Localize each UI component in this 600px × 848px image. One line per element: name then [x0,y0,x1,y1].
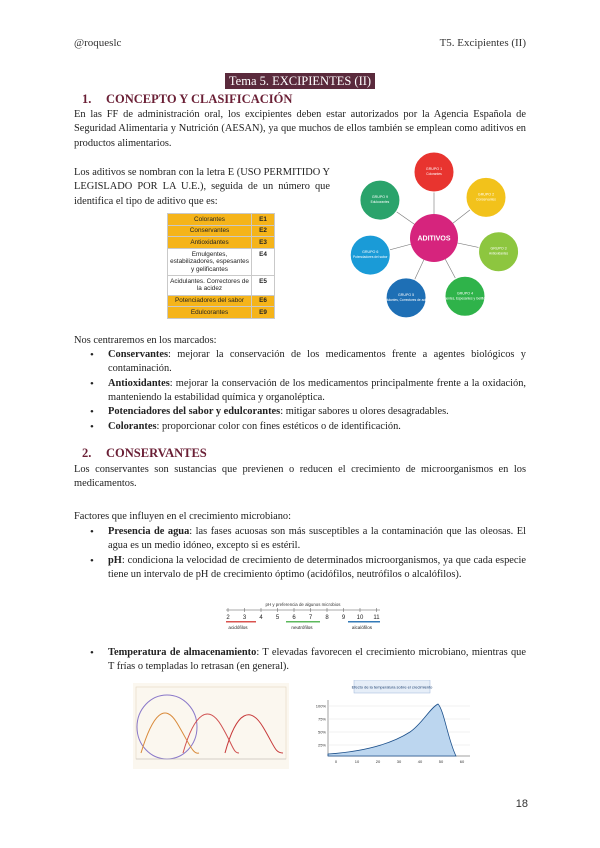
acidophile-bar [226,621,256,623]
additive-code: E1 [252,214,275,226]
additive-name: Potenciadores del sabor [168,295,252,307]
growth-area [328,704,456,756]
ph-tick-label: 4 [259,615,263,621]
temperature-list [74,646,526,675]
group-sub: Emulgentes, Espesantes y Gelificantes [437,296,493,301]
bullet-bold: pH [108,554,122,566]
section1-heading [82,91,292,108]
table-row [168,249,275,276]
group-sub: Conservantes [476,197,496,202]
additive-name: Edulcorantes [168,307,252,319]
bullet-text: : mitigar sabores u olores desagradables. [280,406,449,418]
bullet-text: : condiciona la velocidad de crecimiento de determinados microorganismos, ya que cada especie tiene un intervalo de pH de crecimiento óptimo (acidófilos, neutrófilos o alcalófilos). [108,554,526,581]
alkalophile-bar [348,621,380,623]
section1-number: 1. [82,92,92,106]
x-tick-label: 0 [334,759,338,764]
group-label: GRUPO 6 [362,250,379,255]
group-label: GRUPO 2 [477,192,495,197]
list-item [74,405,526,419]
ph-tick-label: 11 [373,615,380,621]
section1-title: CONCEPTO Y CLASIFICACIÓN [106,92,293,106]
x-tick-label: 30 [396,759,402,764]
additive-code: E2 [252,225,275,237]
factors-list [74,525,526,582]
growth-curves-figure [133,683,289,769]
ph-tick-label: 9 [341,615,346,621]
additives-table [167,213,275,319]
additive-code: E3 [252,237,275,249]
section2-number: 2. [82,446,92,460]
bullet-text: : T elevadas favorecen el crecimiento microbiano, mientras que T frías o templadas lo retrasan (en general). [108,647,526,673]
group-sub: Acidulantes, Correctores de acidez [381,297,431,302]
bullet-bold: Antioxidantes [108,377,170,389]
bullet-text: : mejorar la conservación de los medicamentos principalmente frente a la oxidación, manteniendo la estabilidad química y organoléptica. [108,377,526,404]
bullet-text: : proporcionar color con fines estéticos o de identificación. [156,420,401,432]
bullet-bold: Conservantes [108,349,169,360]
bullet-bold: Temperatura de almacenamiento [108,647,257,658]
table-row [168,214,275,226]
ph-tick-label: 8 [325,615,329,621]
group-label: GRUPO 9 [371,195,389,200]
x-tick-label: 20 [375,759,381,764]
additive-code: E9 [252,307,275,319]
additive-code: E5 [252,276,275,295]
page-number: 18 [515,798,528,810]
ph-scale-figure [222,600,384,638]
bullet-text: : mejorar la conservación de los medicamentos frente a agentes biológicos y contaminación. [108,349,526,375]
bullet-bold: Presencia de agua [108,526,190,537]
group-label: GRUPO 3 [490,246,507,251]
group-label: GRUPO 1 [425,167,443,171]
ph-tick-label: 10 [356,615,364,621]
additive-name: Emulgentes, estabilizadores, espesantes y gelificantes [168,249,252,276]
additive-name: Antioxidantes [168,237,252,249]
neutrophile-bar [286,621,320,623]
additive-name: Acidulantes. Correctores de la acidez [168,276,252,295]
section1-intro: En las FF de administración oral, los excipientes deben estar autorizados por la Agencia Española de Seguridad Alimentaria y Nutrición (AESAN), ya que muchos de ellos también se emplean como aditivos en productos alimentarios. [74,109,526,149]
section2-title: CONSERVANTES [106,446,207,460]
list-item [74,420,526,434]
bullet-bold: Colorantes [108,420,157,432]
list-item-temperature [74,646,526,675]
group-sub: Edulcorantes [370,200,390,205]
group-sub: Colorantes [426,172,442,176]
additive-code: E4 [252,249,275,276]
y-tick-label: 100% [315,703,326,709]
list-item [74,377,526,406]
additive-name: Conservantes [168,225,252,237]
additive-name: Colorantes [168,214,252,226]
header-chapter: T5. Excipientes (II) [439,37,526,49]
x-tick-label: 50 [438,759,444,764]
ph-group-label: neutrófilos [291,625,313,630]
list-item [74,525,526,554]
list-item [74,554,526,583]
ph-title: pH y preferencia de algunos microbios [265,602,341,607]
list-item [74,348,526,377]
table-row [168,276,275,295]
additives-diagram [334,150,534,325]
ph-tick-label: 7 [308,615,313,621]
x-tick-label: 40 [417,759,423,764]
table-row [168,307,275,319]
x-tick-label: 10 [354,759,360,764]
table-row [168,225,275,237]
figure-background [133,683,289,769]
section2-intro: Los conservantes son sustancias que previenen o reducen el crecimiento de microorganismos en los medicamentos. [74,464,526,490]
group-sub: Antioxidantes [488,251,509,256]
group-label: GRUPO 5 [398,292,415,297]
header-author: @roqueslc [74,37,122,49]
section2-heading [82,445,207,462]
additive-code: E6 [252,295,275,307]
table-row [168,295,275,307]
center-label: ADITIVOS [417,235,451,243]
ph-tick-label: 5 [275,615,280,621]
marked-intro: Nos centraremos en los marcados: [74,335,217,346]
aditivos-text: Los aditivos se nombran con la letra E (USO PERMITIDO Y LEGISLADO POR LA U.E.), seguida de un número que identifica el tipo de aditivo que es: [74,167,330,207]
ph-group-label: alcalófilos [351,625,373,630]
table-row [168,237,275,249]
title-wrap [0,73,600,90]
group-sub: Potenciadores del sabor [353,255,388,260]
temperature-growth-chart [298,680,482,768]
y-tick-label: 25% [317,742,326,748]
marked-list [74,348,526,434]
factors-intro: Factores que influyen en el crecimiento microbiano: [74,511,291,522]
group-label: GRUPO 4 [456,291,474,296]
x-tick-label: 60 [459,759,465,764]
bullet-bold: Potenciadores del sabor y edulcorantes [108,406,281,418]
ph-tick-label: 6 [292,615,296,621]
ph-tick-label: 3 [242,615,247,621]
ph-tick-label: 2 [226,615,230,621]
y-tick-label: 75% [317,716,326,722]
page-title: Tema 5. EXCIPIENTES (II) [225,73,375,89]
bullet-text: : las fases acuosas son más susceptibles a la contaminación que las oleosas. El agua es un medio idóneo, excepto si es estéril. [108,526,526,552]
chart-title: Efecto de la temperatura sobre el crecimiento [351,684,433,690]
y-tick-label: 50% [317,729,326,735]
ph-group-label: acidófilos [228,625,248,630]
